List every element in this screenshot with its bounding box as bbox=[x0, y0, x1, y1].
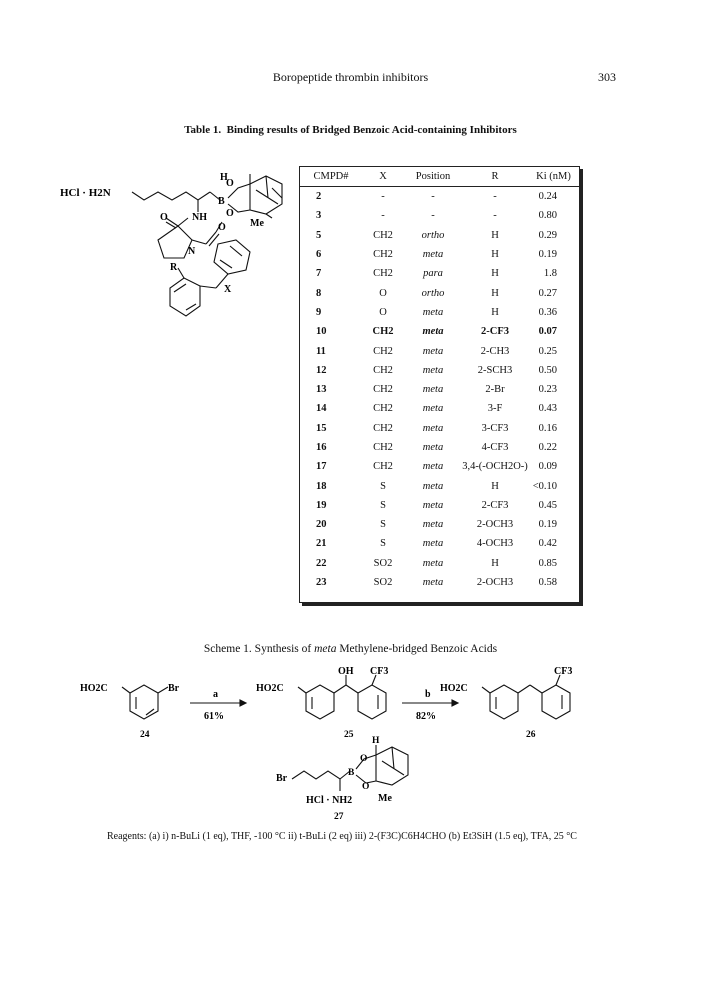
inhibitor-structure bbox=[60, 160, 300, 335]
c24-ho2c: HO2C bbox=[80, 683, 108, 694]
cell-r: H bbox=[491, 557, 499, 569]
cell-x: O bbox=[379, 306, 387, 318]
cell-position: meta bbox=[422, 557, 444, 569]
cell-position: meta bbox=[422, 249, 444, 261]
table-row bbox=[300, 399, 579, 418]
salt-label: HCl · H2N bbox=[60, 187, 111, 199]
cell-cmpd: 19 bbox=[316, 499, 327, 511]
cell-cmpd: 5 bbox=[316, 229, 322, 241]
c27-br: Br bbox=[276, 773, 288, 784]
atom-h: H bbox=[220, 172, 228, 183]
atom-r: R bbox=[170, 262, 178, 273]
atom-o-benzoyl: O bbox=[218, 222, 226, 233]
cell-r: - bbox=[493, 210, 497, 222]
atom-o-upper: O bbox=[226, 178, 234, 189]
cell-cmpd: 21 bbox=[316, 538, 327, 550]
cell-x: - bbox=[381, 191, 385, 203]
table-caption-label: Table 1. bbox=[184, 124, 222, 136]
table-row bbox=[300, 341, 579, 360]
cell-ki: 0.19 bbox=[538, 519, 557, 531]
table-row bbox=[300, 419, 579, 438]
cell-cmpd: 20 bbox=[316, 519, 327, 531]
cell-position: meta bbox=[422, 384, 444, 396]
cell-x: S bbox=[380, 480, 386, 492]
cell-cmpd: 8 bbox=[316, 287, 322, 299]
cell-position: meta bbox=[422, 538, 444, 550]
cell-position: meta bbox=[422, 364, 444, 376]
table-caption bbox=[0, 124, 701, 136]
cell-x: SO2 bbox=[373, 557, 393, 569]
scheme-caption bbox=[0, 643, 701, 655]
cell-x: SO2 bbox=[373, 577, 393, 589]
cell-position: meta bbox=[422, 345, 444, 357]
cell-x: CH2 bbox=[373, 268, 393, 280]
cell-r: H bbox=[491, 287, 499, 299]
table-row bbox=[300, 534, 579, 553]
cell-ki: 0.22 bbox=[538, 442, 557, 453]
cell-r: H bbox=[491, 229, 499, 241]
cell-cmpd: 22 bbox=[316, 557, 327, 569]
c25-cf3: CF3 bbox=[370, 666, 389, 677]
scheme-caption-prefix: Scheme 1. Synthesis of bbox=[203, 643, 312, 655]
c26-cf3: CF3 bbox=[554, 666, 573, 677]
cell-ki: 0.80 bbox=[538, 210, 557, 222]
cell-r: 2-OCH3 bbox=[476, 519, 514, 531]
c27-hcl-nh2: HCl · NH2 bbox=[306, 795, 353, 806]
cell-position: meta bbox=[422, 403, 444, 415]
atom-b: B bbox=[218, 196, 225, 207]
cell-r: 4-CF3 bbox=[481, 442, 509, 453]
col-cmpd: CMPD# bbox=[300, 167, 362, 187]
c27-o-upper: O bbox=[360, 754, 368, 764]
reagents-label: Reagents: bbox=[107, 831, 147, 842]
cell-position: meta bbox=[422, 461, 444, 473]
cell-cmpd: 7 bbox=[316, 268, 322, 280]
c24-br: Br bbox=[168, 683, 180, 694]
atom-o-carbonyl: O bbox=[160, 212, 168, 223]
cell-ki: 0.23 bbox=[538, 384, 557, 396]
cell-cmpd: 9 bbox=[316, 306, 322, 318]
cell-ki: 0.19 bbox=[538, 249, 557, 261]
cell-x: O bbox=[379, 287, 387, 299]
cell-ki: 1.8 bbox=[543, 268, 557, 280]
reagents-text: (a) i) n-BuLi (1 eq), THF, -100 °C ii) t-BuLi (2 eq) iii) 2-(F3C)C6H4CHO (b) Et3SiH (1.5 eq), TFA, 25 °C bbox=[148, 831, 577, 842]
page-number: 303 bbox=[598, 70, 616, 84]
table-row bbox=[300, 283, 579, 302]
yield-b: 82% bbox=[416, 711, 436, 722]
c26-ho2c: HO2C bbox=[440, 683, 468, 694]
table-row bbox=[300, 554, 579, 573]
cell-r: 4-OCH3 bbox=[476, 538, 514, 550]
c27-o-lower: O bbox=[362, 782, 370, 792]
cell-ki: 0.42 bbox=[538, 538, 557, 550]
cell-r: 2-CF3 bbox=[481, 326, 509, 338]
cell-cmpd: 12 bbox=[316, 364, 327, 376]
col-x: X bbox=[362, 167, 404, 187]
table-row bbox=[300, 322, 579, 341]
cell-ki: 0.07 bbox=[538, 326, 557, 338]
col-position: Position bbox=[404, 167, 462, 187]
cell-cmpd: 3 bbox=[316, 210, 322, 222]
table-row bbox=[300, 361, 579, 380]
table-row bbox=[300, 226, 579, 245]
cell-position: meta bbox=[422, 499, 444, 511]
table-row bbox=[300, 264, 579, 283]
cell-x: CH2 bbox=[373, 461, 393, 473]
cell-ki: 0.25 bbox=[538, 345, 557, 357]
cell-position: meta bbox=[422, 577, 444, 589]
table-row bbox=[300, 457, 579, 476]
col-ki: Ki (nM) bbox=[528, 167, 579, 187]
label-26: 26 bbox=[526, 730, 536, 740]
cell-cmpd: 15 bbox=[316, 422, 327, 434]
c27-me: Me bbox=[378, 793, 392, 804]
cell-ki: 0.36 bbox=[538, 306, 557, 318]
table-row bbox=[300, 380, 579, 399]
cell-ki: 0.24 bbox=[538, 191, 557, 203]
table-row bbox=[300, 515, 579, 534]
c25-oh: OH bbox=[338, 666, 354, 677]
cell-cmpd: 14 bbox=[316, 403, 327, 415]
cell-x: CH2 bbox=[373, 249, 393, 261]
atom-o-lower: O bbox=[226, 208, 234, 219]
cell-ki: 0.45 bbox=[538, 499, 557, 511]
cell-ki: 0.43 bbox=[538, 403, 557, 415]
table-row bbox=[300, 245, 579, 264]
table-row bbox=[300, 187, 579, 207]
c27-h: H bbox=[372, 736, 380, 746]
cell-position: meta bbox=[422, 422, 444, 434]
atom-n: N bbox=[188, 246, 196, 257]
cell-x: CH2 bbox=[373, 345, 393, 357]
cell-position: ortho bbox=[421, 229, 445, 241]
cell-position: - bbox=[431, 210, 435, 222]
label-24: 24 bbox=[140, 730, 150, 740]
cell-x: - bbox=[381, 210, 385, 222]
cell-r: - bbox=[493, 191, 497, 203]
cell-ki: 0.09 bbox=[538, 461, 557, 473]
cell-position: ortho bbox=[421, 287, 445, 299]
cell-cmpd: 23 bbox=[316, 577, 327, 589]
cell-x: CH2 bbox=[373, 422, 393, 434]
cell-cmpd: 17 bbox=[316, 461, 327, 473]
cell-position: meta bbox=[422, 519, 444, 531]
reagents-footnote bbox=[107, 831, 577, 842]
cell-r: H bbox=[491, 268, 499, 280]
cell-x: CH2 bbox=[373, 364, 393, 376]
table-row bbox=[300, 573, 579, 592]
cell-x: CH2 bbox=[373, 442, 393, 453]
label-25: 25 bbox=[344, 730, 354, 740]
cell-position: meta bbox=[422, 442, 444, 453]
table-row bbox=[300, 438, 579, 457]
cell-ki: 0.50 bbox=[538, 364, 557, 376]
cell-position: - bbox=[431, 191, 435, 203]
table-row bbox=[300, 476, 579, 495]
scheme-caption-suffix: Methylene-bridged Benzoic Acids bbox=[339, 643, 498, 655]
label-27: 27 bbox=[334, 812, 344, 822]
yield-a: 61% bbox=[204, 711, 224, 722]
cell-x: S bbox=[380, 499, 386, 511]
binding-results-table bbox=[299, 166, 580, 603]
arrow-a-label: a bbox=[213, 689, 218, 700]
cell-cmpd: 11 bbox=[316, 345, 326, 357]
cell-x: CH2 bbox=[373, 403, 393, 415]
cell-ki: 0.29 bbox=[538, 229, 557, 241]
cell-x: CH2 bbox=[373, 384, 393, 396]
cell-x: S bbox=[380, 538, 386, 550]
cell-r: 3-CF3 bbox=[481, 422, 509, 434]
cell-r: H bbox=[491, 249, 499, 261]
cell-r: 2-SCH3 bbox=[477, 364, 513, 376]
cell-cmpd: 6 bbox=[316, 249, 322, 261]
cell-x: CH2 bbox=[372, 326, 394, 338]
cell-cmpd: 10 bbox=[316, 326, 327, 338]
table-header-row bbox=[300, 167, 579, 187]
cell-cmpd: 13 bbox=[316, 384, 327, 396]
table-row bbox=[300, 206, 579, 225]
cell-position: meta bbox=[422, 480, 444, 492]
cell-cmpd: 2 bbox=[316, 191, 322, 203]
cell-ki: 0.58 bbox=[538, 577, 557, 589]
table-row bbox=[300, 496, 579, 515]
cell-r: 2-OCH3 bbox=[476, 577, 514, 589]
cell-r: H bbox=[491, 480, 499, 492]
table-row bbox=[300, 303, 579, 322]
table-caption-text: Binding results of Bridged Benzoic Acid-containing Inhibitors bbox=[226, 124, 517, 136]
cell-r: 3,4-(-OCH2O-) bbox=[462, 461, 528, 473]
atom-me: Me bbox=[250, 218, 264, 229]
cell-cmpd: 16 bbox=[316, 442, 327, 453]
synthesis-scheme bbox=[80, 665, 600, 825]
cell-r: 2-Br bbox=[485, 384, 505, 396]
atom-x: X bbox=[224, 284, 232, 295]
cell-position: para bbox=[423, 268, 443, 280]
cell-r: 2-CH3 bbox=[480, 345, 510, 357]
cell-ki: 0.85 bbox=[538, 557, 557, 569]
c25-ho2c: HO2C bbox=[256, 683, 284, 694]
cell-ki: 0.16 bbox=[538, 422, 557, 434]
cell-position: meta bbox=[422, 326, 444, 338]
cell-x: S bbox=[380, 519, 386, 531]
cell-ki: 0.27 bbox=[538, 287, 557, 299]
cell-r: H bbox=[491, 306, 499, 318]
cell-x: CH2 bbox=[373, 229, 393, 241]
col-r: R bbox=[462, 167, 528, 187]
cell-position: meta bbox=[422, 306, 444, 318]
arrow-b-label: b bbox=[425, 689, 431, 700]
c27-b: B bbox=[348, 768, 355, 778]
running-header: Boropeptide thrombin inhibitors bbox=[272, 70, 429, 84]
cell-cmpd: 18 bbox=[316, 480, 327, 492]
cell-r: 3-F bbox=[487, 403, 503, 415]
cell-ki: <0.10 bbox=[532, 480, 557, 492]
cell-r: 2-CF3 bbox=[481, 499, 509, 511]
atom-nh: NH bbox=[192, 212, 207, 223]
scheme-caption-italic: meta bbox=[314, 643, 337, 655]
